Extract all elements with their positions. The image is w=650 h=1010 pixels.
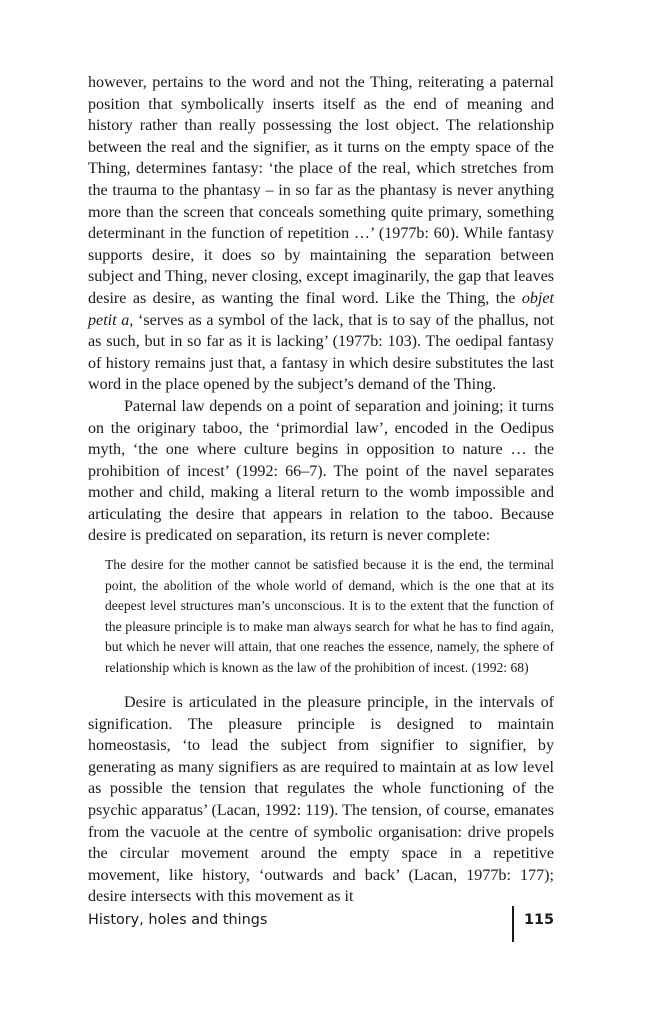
page-footer	[88, 906, 554, 942]
paragraph-1-text-rest: , ‘serves as a symbol of the lack, that is to say of the phallus, not as such, but in so far as it is lacking’ (1977b: 103). The oedipal fantasy of history remains just that, a fantasy in which desire substitutes the last word in the place opened by the subject’s demand of the Thing.	[88, 311, 554, 394]
paragraph-2: Paternal law depends on a point of separation and joining; it turns on the originary taboo, the ‘primordial law’, encoded in the Oedipus myth, ‘the one where culture begins in opposition to nature … the prohibition of incest’ (1992: 66–7). The point of the navel separates mother and child, making a literal return to the womb impossible and articulating the desire that appears in relation to the taboo. Because desire is predicated on separation, its return is never complete:	[88, 397, 554, 545]
block-quote: The desire for the mother cannot be satisfied because it is the end, the terminal point, the abolition of the whole world of demand, which is the one that at its deepest level structures man’s unconscious. It is to the extent that the function of the pleasure principle is to make man always search for what he has to find again, but which he never will attain, that one reaches the essence, namely, the sphere of relationship which is known as the law of the prohibition of incest. (1992: 68)	[105, 557, 554, 675]
page-number: 115	[523, 912, 554, 928]
paragraph-1-text: however, pertains to the word and not the Thing, reiterating a paternal position that symbolically inserts itself as the end of meaning and history rather than really possessing the lost object. The relationship between the real and the signifier, as it turns on the empty space of the Thing, determines fantasy: ‘the place of the real, which stretches from the trauma to the phantasy – in so far as the phantasy is never anything more than the screen that conceals something quite primary, something determinant in the function of repetition …’ (1977b: 60). While fantasy supports desire, it does so by maintaining the separation between subject and Thing, never closing, except imaginarily, the gap that leaves desire as desire, as wanting the final word. Like the Thing, the	[88, 74, 554, 307]
paragraph-1	[88, 72, 554, 396]
paragraph-3: Desire is articulated in the pleasure principle, in the intervals of signification. The pleasure principle is designed to maintain homeostasis, ‘to lead the subject from signifier to signifier, by generating as many signifiers as are required to maintain at as low level as possible the tension that regulates the whole functioning of the psychic apparatus’ (Lacan, 1992: 119). The tension, of course, emanates from the vacuole at the centre of symbolic organisation: drive propels the circular movement around the empty space in a repetitive movement, like history, ‘outwards and back’ (Lacan, 1977b: 177); desire intersects with this movement as it	[88, 694, 554, 906]
footer-divider	[512, 906, 514, 942]
paragraph-1-italic-term: objet petit a	[88, 289, 554, 329]
running-head: History, holes and things	[88, 912, 268, 928]
page-body	[88, 72, 554, 908]
